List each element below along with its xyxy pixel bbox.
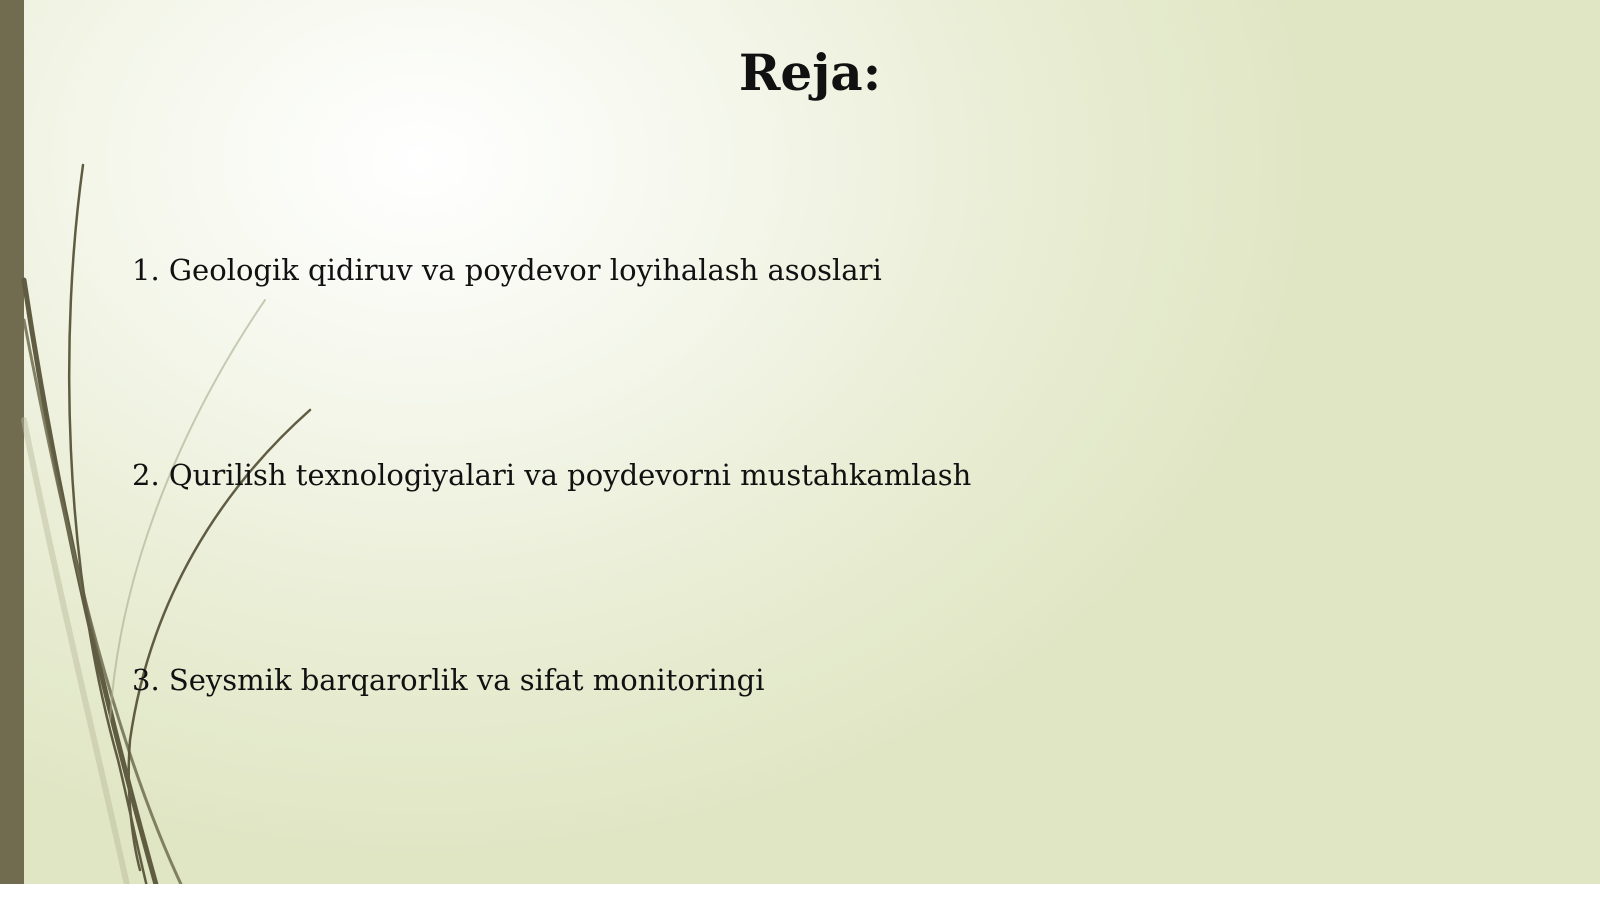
grass-blade-main: [24, 280, 160, 899]
bottom-edge: [0, 884, 1600, 899]
grass-decoration: [0, 0, 420, 899]
grass-blade-second: [24, 320, 188, 899]
plan-item-1: 1. Geologik qidiruv va poydevor loyihalash asoslari: [132, 253, 882, 287]
slide-title: Reja:: [738, 43, 882, 102]
plan-item-3: 3. Seysmik barqarorlik va sifat monitoringi: [132, 663, 765, 697]
plan-item-2: 2. Qurilish texnologiyalari va poydevorni mustahkamlash: [132, 458, 972, 492]
grass-blade-faint: [110, 300, 265, 720]
grass-blade-faint-2: [24, 420, 130, 899]
